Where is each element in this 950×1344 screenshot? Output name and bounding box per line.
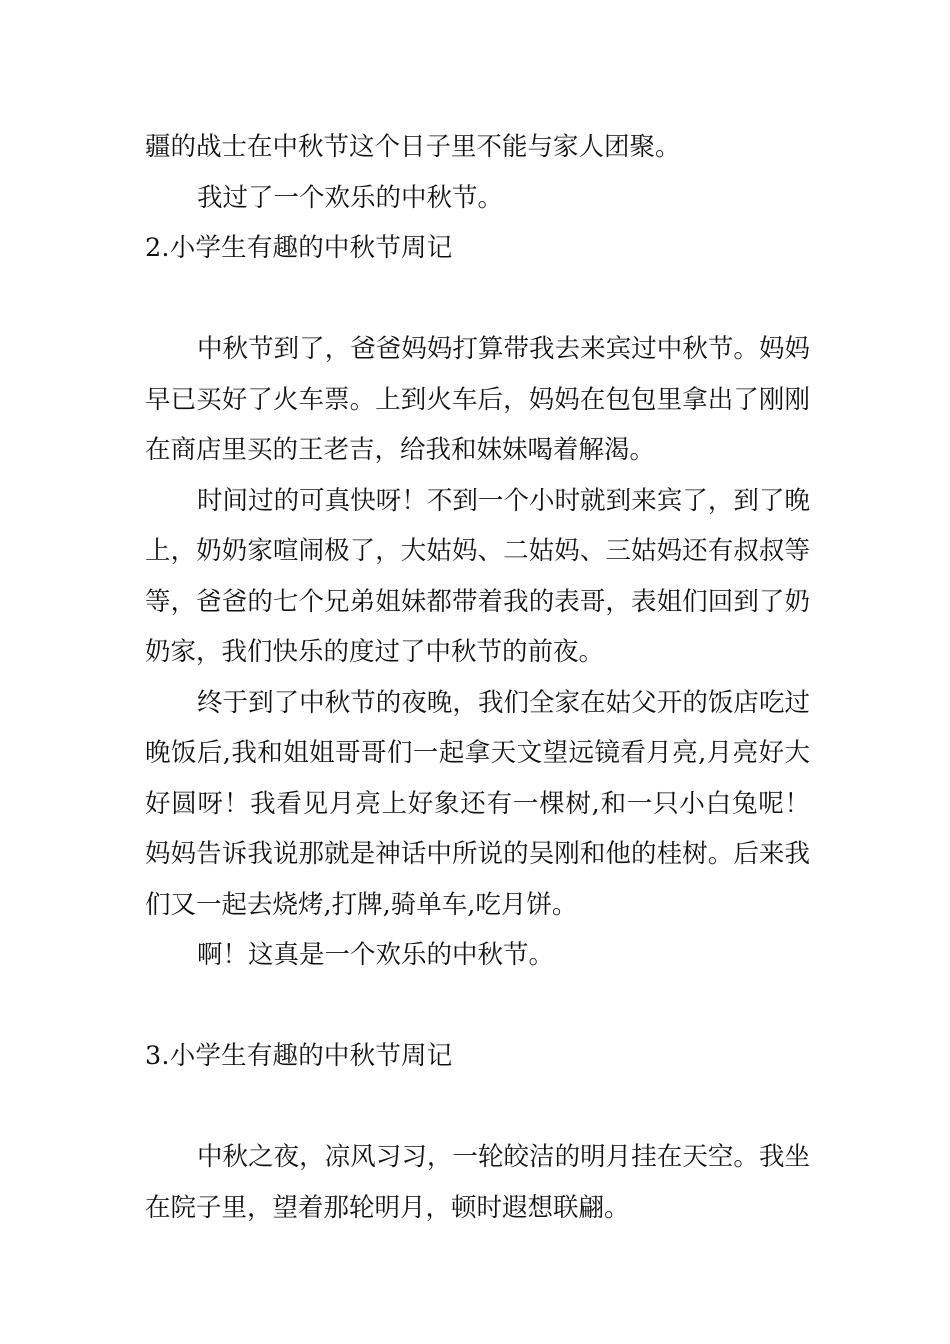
blank-line <box>145 981 810 1032</box>
paragraph: 啊！这真是一个欢乐的中秋节。 <box>197 940 555 970</box>
paragraph: 中秋之夜，凉风习习，一轮皎洁的明月挂在天空。我坐在院子里，望着那轮明月，顿时遐想联翩。 <box>145 1142 810 1223</box>
paragraph: 时间过的可真快呀！不到一个小时就到来宾了，到了晚上，奶奶家喧闹极了，大姑妈、二姑妈、三姑妈还有叔叔等等，爸爸的七个兄弟姐妹都带着我的表哥，表姐们回到了奶奶家，我们快乐的度过了中秋节的前夜。 <box>145 485 810 667</box>
blank-line <box>145 1082 810 1133</box>
section-heading: 2.小学生有趣的中秋节周记 <box>145 233 453 263</box>
paragraph: 疆的战士在中秋节这个日子里不能与家人团聚。 <box>145 132 681 162</box>
blank-line <box>145 274 810 325</box>
paragraph: 中秋节到了，爸爸妈妈打算带我去来宾过中秋节。妈妈早已买好了火车票。上到火车后，妈妈在包包里拿出了刚刚在商店里买的王老吉，给我和妹妹喝着解渴。 <box>145 334 810 465</box>
paragraph: 我过了一个欢乐的中秋节。 <box>197 182 504 213</box>
section-heading: 3.小学生有趣的中秋节周记 <box>145 1041 453 1071</box>
paragraph: 终于到了中秋节的夜晚，我们全家在姑父开的饭店吃过晚饭后,我和姐姐哥哥们一起拿天文望远镜看月亮,月亮好大好圆呀！我看见月亮上好象还有一棵树,和一只小白兔呢！妈妈告诉我说那就是神话中所说的吴刚和他的桂树。后来我们又一起去烧烤,打牌,骑单车,吃月饼。 <box>145 687 810 920</box>
document-body <box>145 122 810 1233</box>
